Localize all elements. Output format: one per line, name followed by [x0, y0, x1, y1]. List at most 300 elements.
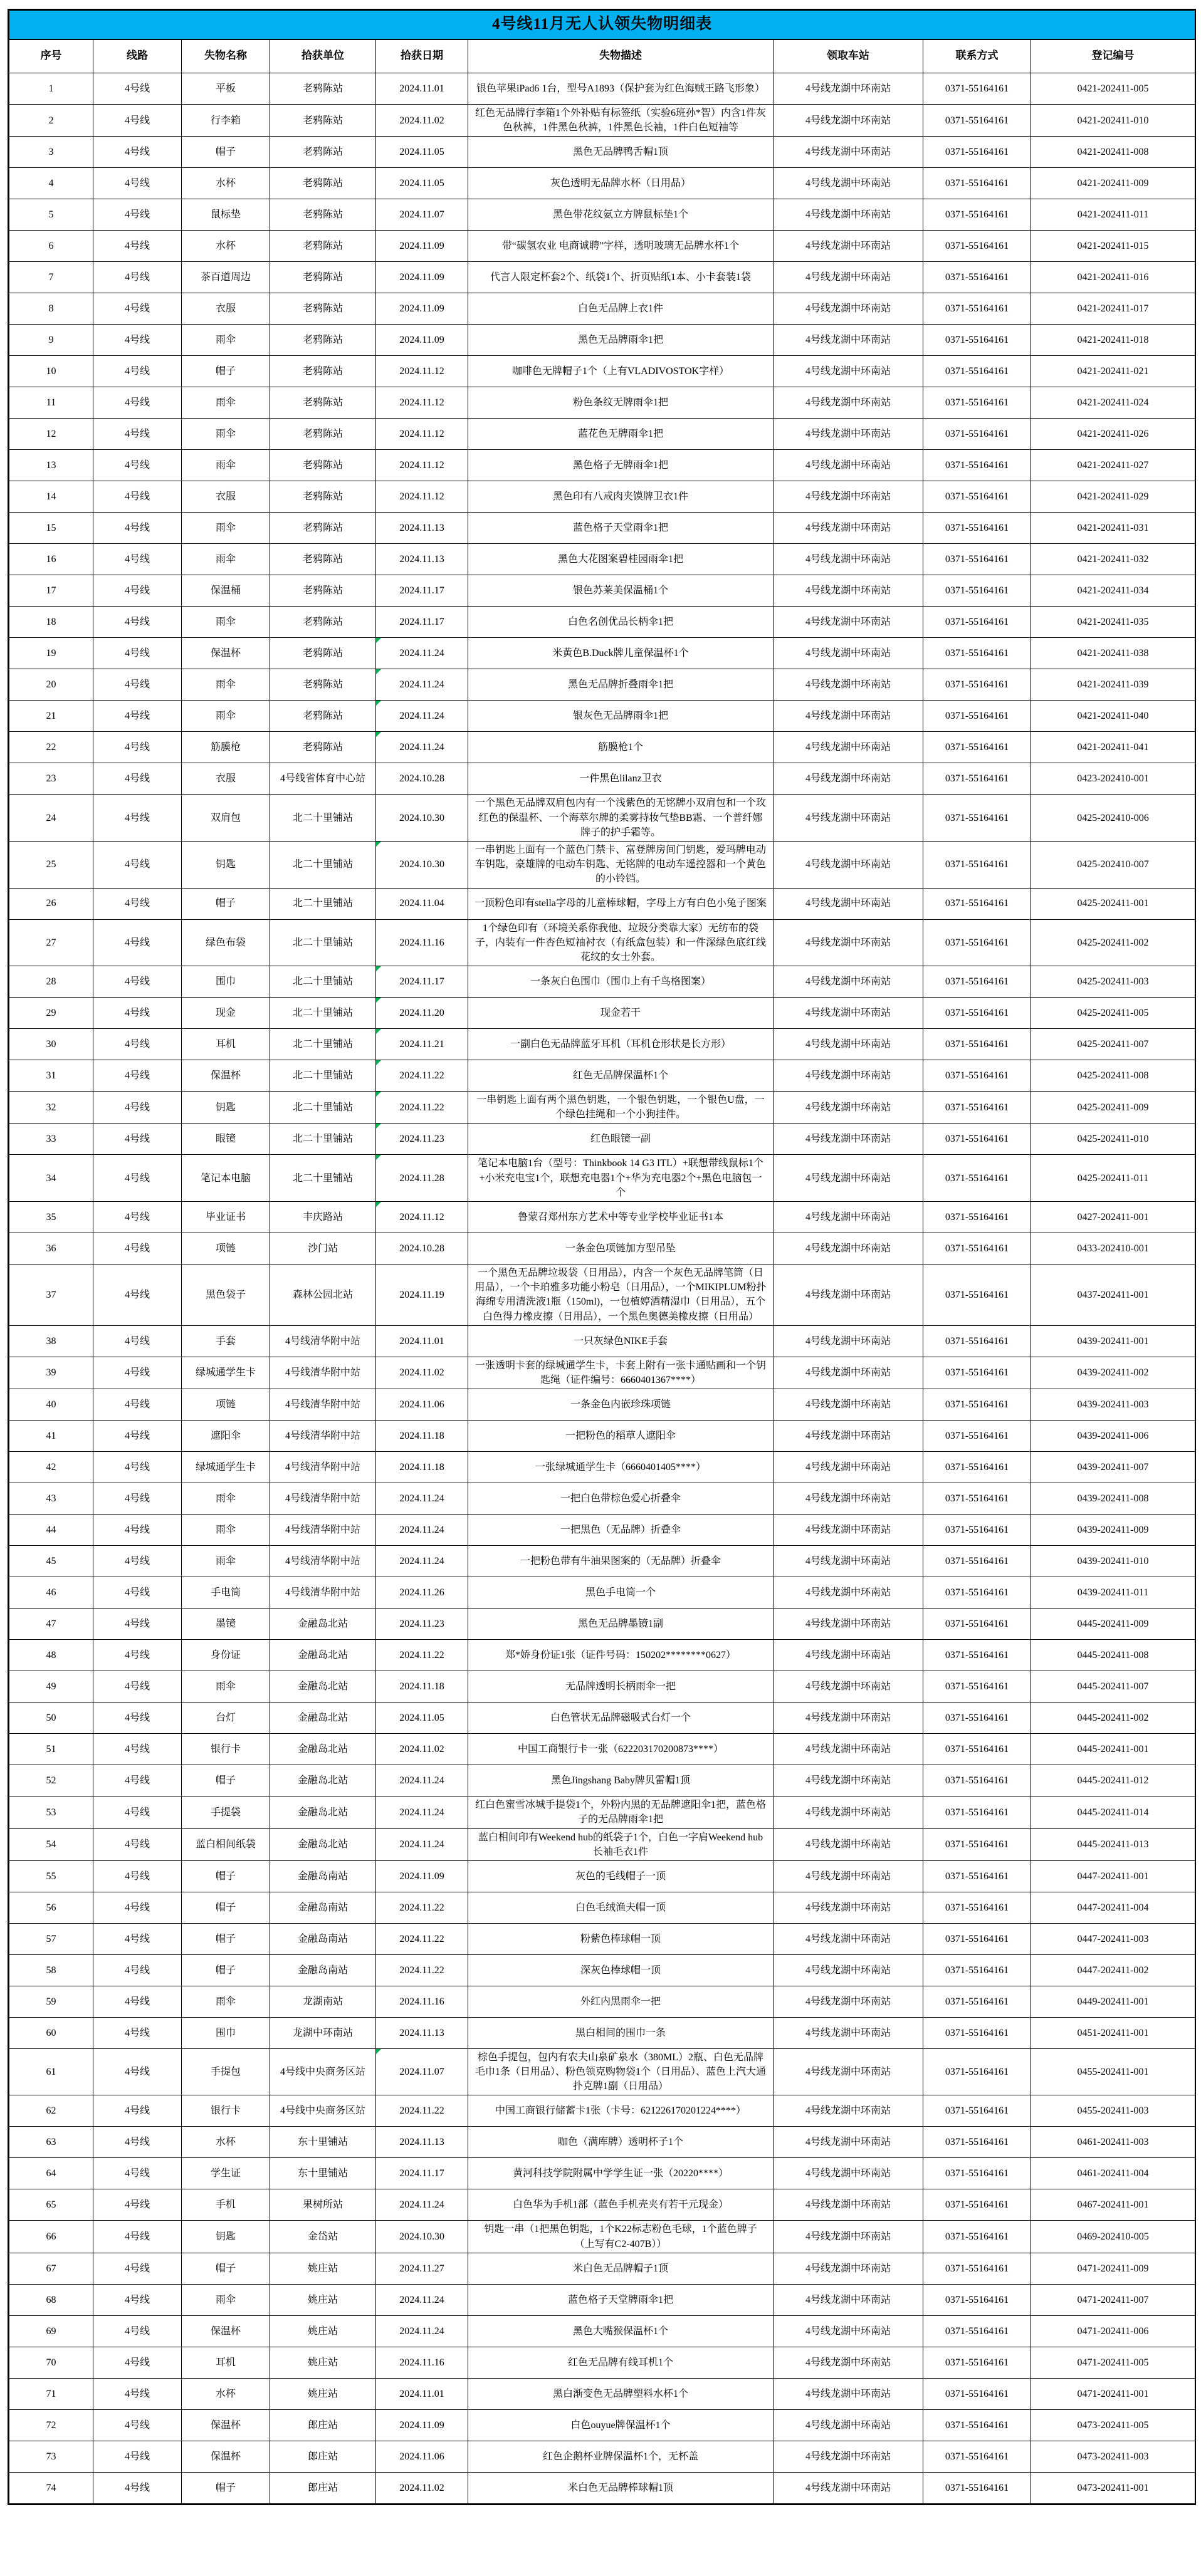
cell-desc: 一张绿城通学生卡（6660401405****） [468, 1452, 774, 1483]
cell-unit: 老鸦陈站 [270, 262, 376, 293]
cell-serial: 50 [9, 1703, 93, 1734]
cell-line: 4号线 [93, 450, 182, 481]
cell-line: 4号线 [93, 1671, 182, 1703]
cell-item: 毕业证书 [182, 1202, 270, 1233]
cell-station: 4号线龙湖中环南站 [774, 1640, 923, 1671]
cell-line: 4号线 [93, 2017, 182, 2048]
cell-serial: 57 [9, 1923, 93, 1954]
cell-date: 2024.11.28 [376, 1155, 468, 1202]
cell-date: 2024.10.30 [376, 795, 468, 842]
cell-phone: 0371-55164161 [923, 795, 1031, 842]
cell-desc: 一条灰白色围巾（围巾上有千鸟格图案） [468, 966, 774, 998]
table-row [9, 1515, 1195, 1546]
cell-item: 雨伞 [182, 544, 270, 575]
cell-unit: 北二十里铺站 [270, 919, 376, 966]
cell-reg: 0421-202411-041 [1031, 732, 1195, 763]
cell-phone: 0371-55164161 [923, 513, 1031, 544]
cell-reg: 0439-202411-006 [1031, 1421, 1195, 1452]
table-row [9, 168, 1195, 199]
cell-unit: 老鸦陈站 [270, 325, 376, 356]
cell-unit: 金融岛南站 [270, 1860, 376, 1892]
cell-item: 保温桶 [182, 575, 270, 607]
cell-reg: 0439-202411-001 [1031, 1325, 1195, 1357]
cell-line: 4号线 [93, 199, 182, 231]
cell-serial: 1 [9, 73, 93, 105]
cell-line: 4号线 [93, 1452, 182, 1483]
cell-unit: 龙湖南站 [270, 1986, 376, 2017]
cell-unit: 老鸦陈站 [270, 450, 376, 481]
cell-desc: 米白色无品牌帽子1顶 [468, 2253, 774, 2284]
table-row [9, 1483, 1195, 1515]
cell-line: 4号线 [93, 2378, 182, 2409]
cell-date: 2024.11.22 [376, 1954, 468, 1986]
cell-phone: 0371-55164161 [923, 481, 1031, 513]
cell-item: 水杯 [182, 2127, 270, 2158]
cell-line: 4号线 [93, 168, 182, 199]
cell-serial: 12 [9, 419, 93, 450]
cell-station: 4号线龙湖中环南站 [774, 513, 923, 544]
table-row [9, 638, 1195, 669]
cell-item: 手套 [182, 1325, 270, 1357]
cell-unit: 4号线清华附中站 [270, 1357, 376, 1389]
table-row [9, 1703, 1195, 1734]
comment-flag-icon [376, 1155, 381, 1160]
cell-item: 双肩包 [182, 795, 270, 842]
cell-serial: 24 [9, 795, 93, 842]
cell-line: 4号线 [93, 1892, 182, 1923]
table-row [9, 2189, 1195, 2221]
cell-unit: 北二十里铺站 [270, 1155, 376, 1202]
cell-station: 4号线龙湖中环南站 [774, 325, 923, 356]
cell-desc: 黑色印有八戒肉夹馍牌卫衣1件 [468, 481, 774, 513]
cell-desc: 一把黑色（无品牌）折叠伞 [468, 1515, 774, 1546]
cell-station: 4号线龙湖中环南站 [774, 1892, 923, 1923]
cell-phone: 0371-55164161 [923, 231, 1031, 262]
cell-reg: 0439-202411-011 [1031, 1577, 1195, 1609]
cell-line: 4号线 [93, 1703, 182, 1734]
cell-item: 保温杯 [182, 2315, 270, 2347]
cell-phone: 0371-55164161 [923, 325, 1031, 356]
cell-desc: 现金若干 [468, 998, 774, 1029]
cell-date: 2024.11.04 [376, 888, 468, 919]
cell-reg: 0445-202411-013 [1031, 1828, 1195, 1860]
table-row [9, 137, 1195, 168]
cell-serial: 62 [9, 2095, 93, 2127]
col-header-reg: 登记编号 [1031, 39, 1195, 73]
cell-unit: 老鸦陈站 [270, 168, 376, 199]
cell-desc: 红色企鹅杯业牌保温杯1个，无杯盖 [468, 2441, 774, 2472]
cell-unit: 郎庄站 [270, 2441, 376, 2472]
cell-unit: 果树所站 [270, 2189, 376, 2221]
cell-desc: 黑色手电筒一个 [468, 1577, 774, 1609]
cell-phone: 0371-55164161 [923, 919, 1031, 966]
cell-serial: 15 [9, 513, 93, 544]
cell-station: 4号线龙湖中环南站 [774, 1357, 923, 1389]
cell-line: 4号线 [93, 2315, 182, 2347]
cell-item: 银行卡 [182, 2095, 270, 2127]
cell-station: 4号线龙湖中环南站 [774, 2017, 923, 2048]
comment-flag-icon [376, 1124, 381, 1129]
table-row [9, 1029, 1195, 1060]
cell-phone: 0371-55164161 [923, 1265, 1031, 1326]
cell-date: 2024.11.02 [376, 1357, 468, 1389]
cell-phone: 0371-55164161 [923, 669, 1031, 701]
cell-serial: 68 [9, 2284, 93, 2315]
table-row [9, 262, 1195, 293]
cell-date: 2024.11.09 [376, 293, 468, 325]
cell-phone: 0371-55164161 [923, 1860, 1031, 1892]
cell-date: 2024.11.01 [376, 2378, 468, 2409]
table-row [9, 2017, 1195, 2048]
cell-unit: 4号线清华附中站 [270, 1421, 376, 1452]
cell-reg: 0425-202411-008 [1031, 1060, 1195, 1092]
cell-station: 4号线龙湖中环南站 [774, 2472, 923, 2503]
cell-serial: 14 [9, 481, 93, 513]
cell-phone: 0371-55164161 [923, 2409, 1031, 2441]
cell-station: 4号线龙湖中环南站 [774, 1765, 923, 1796]
cell-unit: 金融岛南站 [270, 1954, 376, 1986]
cell-date: 2024.11.23 [376, 1124, 468, 1155]
cell-station: 4号线龙湖中环南站 [774, 638, 923, 669]
cell-desc: 黑白相间的围巾一条 [468, 2017, 774, 2048]
cell-serial: 41 [9, 1421, 93, 1452]
cell-station: 4号线龙湖中环南站 [774, 1029, 923, 1060]
cell-reg: 0421-202411-039 [1031, 669, 1195, 701]
cell-unit: 老鸦陈站 [270, 481, 376, 513]
cell-station: 4号线龙湖中环南站 [774, 888, 923, 919]
cell-serial: 52 [9, 1765, 93, 1796]
cell-station: 4号线龙湖中环南站 [774, 1703, 923, 1734]
cell-station: 4号线龙湖中环南站 [774, 2048, 923, 2095]
cell-serial: 36 [9, 1233, 93, 1265]
cell-serial: 21 [9, 701, 93, 732]
cell-unit: 老鸦陈站 [270, 231, 376, 262]
cell-reg: 0439-202411-007 [1031, 1452, 1195, 1483]
cell-reg: 0423-202410-001 [1031, 763, 1195, 795]
cell-phone: 0371-55164161 [923, 1640, 1031, 1671]
cell-unit: 姚庄站 [270, 2253, 376, 2284]
cell-date: 2024.11.17 [376, 607, 468, 638]
cell-reg: 0421-202411-016 [1031, 262, 1195, 293]
cell-date: 2024.11.09 [376, 231, 468, 262]
cell-line: 4号线 [93, 1124, 182, 1155]
cell-phone: 0371-55164161 [923, 1124, 1031, 1155]
cell-serial: 8 [9, 293, 93, 325]
cell-item: 雨伞 [182, 325, 270, 356]
cell-date: 2024.11.24 [376, 701, 468, 732]
cell-desc: 米白色无品牌棒球帽1顶 [468, 2472, 774, 2503]
cell-station: 4号线龙湖中环南站 [774, 1389, 923, 1421]
cell-desc: 黑色Jingshang Baby牌贝雷帽1顶 [468, 1765, 774, 1796]
table-row [9, 1577, 1195, 1609]
cell-line: 4号线 [93, 1765, 182, 1796]
cell-reg: 0445-202411-007 [1031, 1671, 1195, 1703]
cell-item: 遮阳伞 [182, 1421, 270, 1452]
cell-unit: 老鸦陈站 [270, 137, 376, 168]
cell-desc: 白色华为手机1部（蓝色手机壳夹有若干元现金） [468, 2189, 774, 2221]
cell-reg: 0425-202411-011 [1031, 1155, 1195, 1202]
cell-station: 4号线龙湖中环南站 [774, 1923, 923, 1954]
cell-item: 雨伞 [182, 2284, 270, 2315]
cell-desc: 白色无品牌上衣1件 [468, 293, 774, 325]
cell-item: 手电筒 [182, 1577, 270, 1609]
cell-line: 4号线 [93, 2221, 182, 2253]
cell-reg: 0471-202411-007 [1031, 2284, 1195, 2315]
cell-item: 平板 [182, 73, 270, 105]
cell-serial: 10 [9, 356, 93, 387]
cell-phone: 0371-55164161 [923, 575, 1031, 607]
cell-phone: 0371-55164161 [923, 2284, 1031, 2315]
cell-phone: 0371-55164161 [923, 1202, 1031, 1233]
cell-phone: 0371-55164161 [923, 1546, 1031, 1577]
cell-line: 4号线 [93, 575, 182, 607]
table-row [9, 450, 1195, 481]
cell-desc: 一副白色无品牌蓝牙耳机（耳机仓形状是长方形） [468, 1029, 774, 1060]
table-row [9, 1233, 1195, 1265]
comment-flag-icon [376, 966, 381, 971]
cell-item: 绿城通学生卡 [182, 1357, 270, 1389]
cell-reg: 0447-202411-002 [1031, 1954, 1195, 1986]
cell-line: 4号线 [93, 701, 182, 732]
cell-desc: 红色无品牌保温杯1个 [468, 1060, 774, 1092]
cell-reg: 0421-202411-031 [1031, 513, 1195, 544]
cell-serial: 32 [9, 1092, 93, 1124]
cell-date: 2024.11.24 [376, 1515, 468, 1546]
cell-line: 4号线 [93, 481, 182, 513]
cell-item: 雨伞 [182, 701, 270, 732]
cell-unit: 郎庄站 [270, 2472, 376, 2503]
cell-item: 帽子 [182, 356, 270, 387]
cell-phone: 0371-55164161 [923, 1892, 1031, 1923]
cell-serial: 35 [9, 1202, 93, 1233]
cell-phone: 0371-55164161 [923, 2221, 1031, 2253]
cell-item: 雨伞 [182, 450, 270, 481]
cell-station: 4号线龙湖中环南站 [774, 2441, 923, 2472]
cell-reg: 0469-202410-005 [1031, 2221, 1195, 2253]
cell-phone: 0371-55164161 [923, 1671, 1031, 1703]
cell-line: 4号线 [93, 293, 182, 325]
cell-item: 帽子 [182, 2472, 270, 2503]
cell-phone: 0371-55164161 [923, 1986, 1031, 2017]
cell-reg: 0421-202411-038 [1031, 638, 1195, 669]
cell-station: 4号线龙湖中环南站 [774, 1452, 923, 1483]
cell-reg: 0473-202411-001 [1031, 2472, 1195, 2503]
cell-unit: 4号线清华附中站 [270, 1483, 376, 1515]
cell-unit: 姚庄站 [270, 2315, 376, 2347]
cell-date: 2024.11.13 [376, 2017, 468, 2048]
cell-date: 2024.11.18 [376, 1421, 468, 1452]
cell-line: 4号线 [93, 2472, 182, 2503]
cell-station: 4号线龙湖中环南站 [774, 1860, 923, 1892]
cell-item: 帽子 [182, 1892, 270, 1923]
cell-serial: 37 [9, 1265, 93, 1326]
cell-line: 4号线 [93, 1546, 182, 1577]
cell-line: 4号线 [93, 2158, 182, 2189]
cell-date: 2024.11.02 [376, 1734, 468, 1765]
cell-desc: 黑色无品牌雨伞1把 [468, 325, 774, 356]
cell-unit: 金融岛北站 [270, 1609, 376, 1640]
cell-phone: 0371-55164161 [923, 2378, 1031, 2409]
cell-serial: 16 [9, 544, 93, 575]
cell-unit: 老鸦陈站 [270, 387, 376, 419]
cell-unit: 金融岛北站 [270, 1796, 376, 1828]
page-title: 4号线11月无人认领失物明细表 [9, 11, 1195, 39]
cell-item: 银行卡 [182, 1734, 270, 1765]
table-row [9, 1325, 1195, 1357]
cell-desc: 白色名创优品长柄伞1把 [468, 607, 774, 638]
cell-date: 2024.11.22 [376, 1640, 468, 1671]
cell-phone: 0371-55164161 [923, 1389, 1031, 1421]
cell-phone: 0371-55164161 [923, 387, 1031, 419]
cell-unit: 姚庄站 [270, 2347, 376, 2378]
cell-line: 4号线 [93, 262, 182, 293]
cell-serial: 72 [9, 2409, 93, 2441]
cell-serial: 22 [9, 732, 93, 763]
table-row [9, 732, 1195, 763]
cell-item: 水杯 [182, 231, 270, 262]
cell-date: 2024.11.05 [376, 137, 468, 168]
cell-reg: 0439-202411-010 [1031, 1546, 1195, 1577]
comment-flag-icon [376, 1202, 381, 1207]
cell-station: 4号线龙湖中环南站 [774, 1124, 923, 1155]
cell-station: 4号线龙湖中环南站 [774, 1828, 923, 1860]
cell-date: 2024.10.28 [376, 763, 468, 795]
cell-unit: 东十里铺站 [270, 2127, 376, 2158]
cell-reg: 0421-202411-011 [1031, 199, 1195, 231]
cell-unit: 森林公园北站 [270, 1265, 376, 1326]
cell-reg: 0447-202411-001 [1031, 1860, 1195, 1892]
cell-date: 2024.10.30 [376, 841, 468, 888]
table-row [9, 293, 1195, 325]
cell-serial: 42 [9, 1452, 93, 1483]
cell-reg: 0451-202411-001 [1031, 2017, 1195, 2048]
cell-desc: 筋膜枪1个 [468, 732, 774, 763]
cell-desc: 白色毛绒渔夫帽一顶 [468, 1892, 774, 1923]
cell-unit: 金岱站 [270, 2221, 376, 2253]
cell-unit: 龙湖中环南站 [270, 2017, 376, 2048]
cell-reg: 0433-202410-001 [1031, 1233, 1195, 1265]
cell-item: 保温杯 [182, 2441, 270, 2472]
cell-serial: 17 [9, 575, 93, 607]
table-row [9, 1828, 1195, 1860]
cell-date: 2024.11.17 [376, 2158, 468, 2189]
cell-line: 4号线 [93, 763, 182, 795]
cell-station: 4号线龙湖中环南站 [774, 701, 923, 732]
cell-desc: 咖色（满库牌）透明杯子1个 [468, 2127, 774, 2158]
cell-line: 4号线 [93, 2284, 182, 2315]
cell-reg: 0445-202411-008 [1031, 1640, 1195, 1671]
cell-date: 2024.11.12 [376, 1202, 468, 1233]
cell-line: 4号线 [93, 1060, 182, 1092]
cell-serial: 20 [9, 669, 93, 701]
table-row [9, 2378, 1195, 2409]
cell-reg: 0471-202411-005 [1031, 2347, 1195, 2378]
cell-line: 4号线 [93, 73, 182, 105]
cell-reg: 0467-202411-001 [1031, 2189, 1195, 2221]
cell-unit: 东十里铺站 [270, 2158, 376, 2189]
cell-line: 4号线 [93, 1734, 182, 1765]
cell-serial: 65 [9, 2189, 93, 2221]
cell-serial: 34 [9, 1155, 93, 1202]
cell-reg: 0439-202411-002 [1031, 1357, 1195, 1389]
cell-item: 黑色袋子 [182, 1265, 270, 1326]
cell-station: 4号线龙湖中环南站 [774, 450, 923, 481]
table-row [9, 1923, 1195, 1954]
table-row [9, 701, 1195, 732]
cell-line: 4号线 [93, 2253, 182, 2284]
table-row [9, 356, 1195, 387]
cell-phone: 0371-55164161 [923, 966, 1031, 998]
cell-desc: 米黄色B.Duck牌儿童保温杯1个 [468, 638, 774, 669]
cell-station: 4号线龙湖中环南站 [774, 419, 923, 450]
col-header-station: 领取车站 [774, 39, 923, 73]
table-row [9, 544, 1195, 575]
cell-date: 2024.11.12 [376, 356, 468, 387]
table-row [9, 481, 1195, 513]
cell-reg: 0425-202411-007 [1031, 1029, 1195, 1060]
cell-desc: 一张透明卡套的绿城通学生卡，卡套上附有一张卡通贴画和一个钥匙绳（证件编号：6660401367****） [468, 1357, 774, 1389]
cell-serial: 27 [9, 919, 93, 966]
cell-serial: 46 [9, 1577, 93, 1609]
cell-desc: 一件黑色lilanz卫衣 [468, 763, 774, 795]
cell-unit: 老鸦陈站 [270, 575, 376, 607]
cell-line: 4号线 [93, 2409, 182, 2441]
cell-station: 4号线龙湖中环南站 [774, 1796, 923, 1828]
cell-phone: 0371-55164161 [923, 1029, 1031, 1060]
cell-reg: 0447-202411-004 [1031, 1892, 1195, 1923]
cell-reg: 0421-202411-005 [1031, 73, 1195, 105]
cell-reg: 0421-202411-024 [1031, 387, 1195, 419]
cell-desc: 蓝色格子天堂牌雨伞1把 [468, 2284, 774, 2315]
cell-item: 钥匙 [182, 2221, 270, 2253]
cell-station: 4号线龙湖中环南站 [774, 1546, 923, 1577]
cell-item: 雨伞 [182, 669, 270, 701]
cell-desc: 白色ouyue牌保温杯1个 [468, 2409, 774, 2441]
cell-phone: 0371-55164161 [923, 1703, 1031, 1734]
cell-desc: 红色无品牌行李箱1个外补贴有标签纸（实验6班孙*智）内含1件灰色秋裤，1件黑色秋裤，1件黑色长袖，1件白色短袖等 [468, 105, 774, 137]
cell-station: 4号线龙湖中环南站 [774, 1233, 923, 1265]
cell-item: 耳机 [182, 2347, 270, 2378]
cell-desc: 银色苹果iPad6 1台，型号A1893（保护套为红色海贼王路飞形象） [468, 73, 774, 105]
cell-reg: 0421-202411-027 [1031, 450, 1195, 481]
cell-item: 雨伞 [182, 387, 270, 419]
cell-unit: 北二十里铺站 [270, 998, 376, 1029]
cell-phone: 0371-55164161 [923, 1734, 1031, 1765]
cell-date: 2024.11.24 [376, 1828, 468, 1860]
cell-item: 筋膜枪 [182, 732, 270, 763]
cell-date: 2024.11.24 [376, 2189, 468, 2221]
cell-item: 雨伞 [182, 1671, 270, 1703]
cell-phone: 0371-55164161 [923, 2347, 1031, 2378]
cell-unit: 老鸦陈站 [270, 293, 376, 325]
cell-desc: 一只灰绿色NIKE手套 [468, 1325, 774, 1357]
cell-unit: 老鸦陈站 [270, 513, 376, 544]
cell-unit: 丰庆路站 [270, 1202, 376, 1233]
table-row [9, 763, 1195, 795]
table-row [9, 888, 1195, 919]
cell-reg: 0421-202411-021 [1031, 356, 1195, 387]
cell-station: 4号线龙湖中环南站 [774, 262, 923, 293]
table-row [9, 669, 1195, 701]
cell-item: 眼镜 [182, 1124, 270, 1155]
cell-item: 绿色布袋 [182, 919, 270, 966]
cell-station: 4号线龙湖中环南站 [774, 2127, 923, 2158]
cell-serial: 25 [9, 841, 93, 888]
cell-station: 4号线龙湖中环南站 [774, 1325, 923, 1357]
cell-station: 4号线龙湖中环南站 [774, 763, 923, 795]
cell-reg: 0425-202410-007 [1031, 841, 1195, 888]
cell-station: 4号线龙湖中环南站 [774, 1155, 923, 1202]
